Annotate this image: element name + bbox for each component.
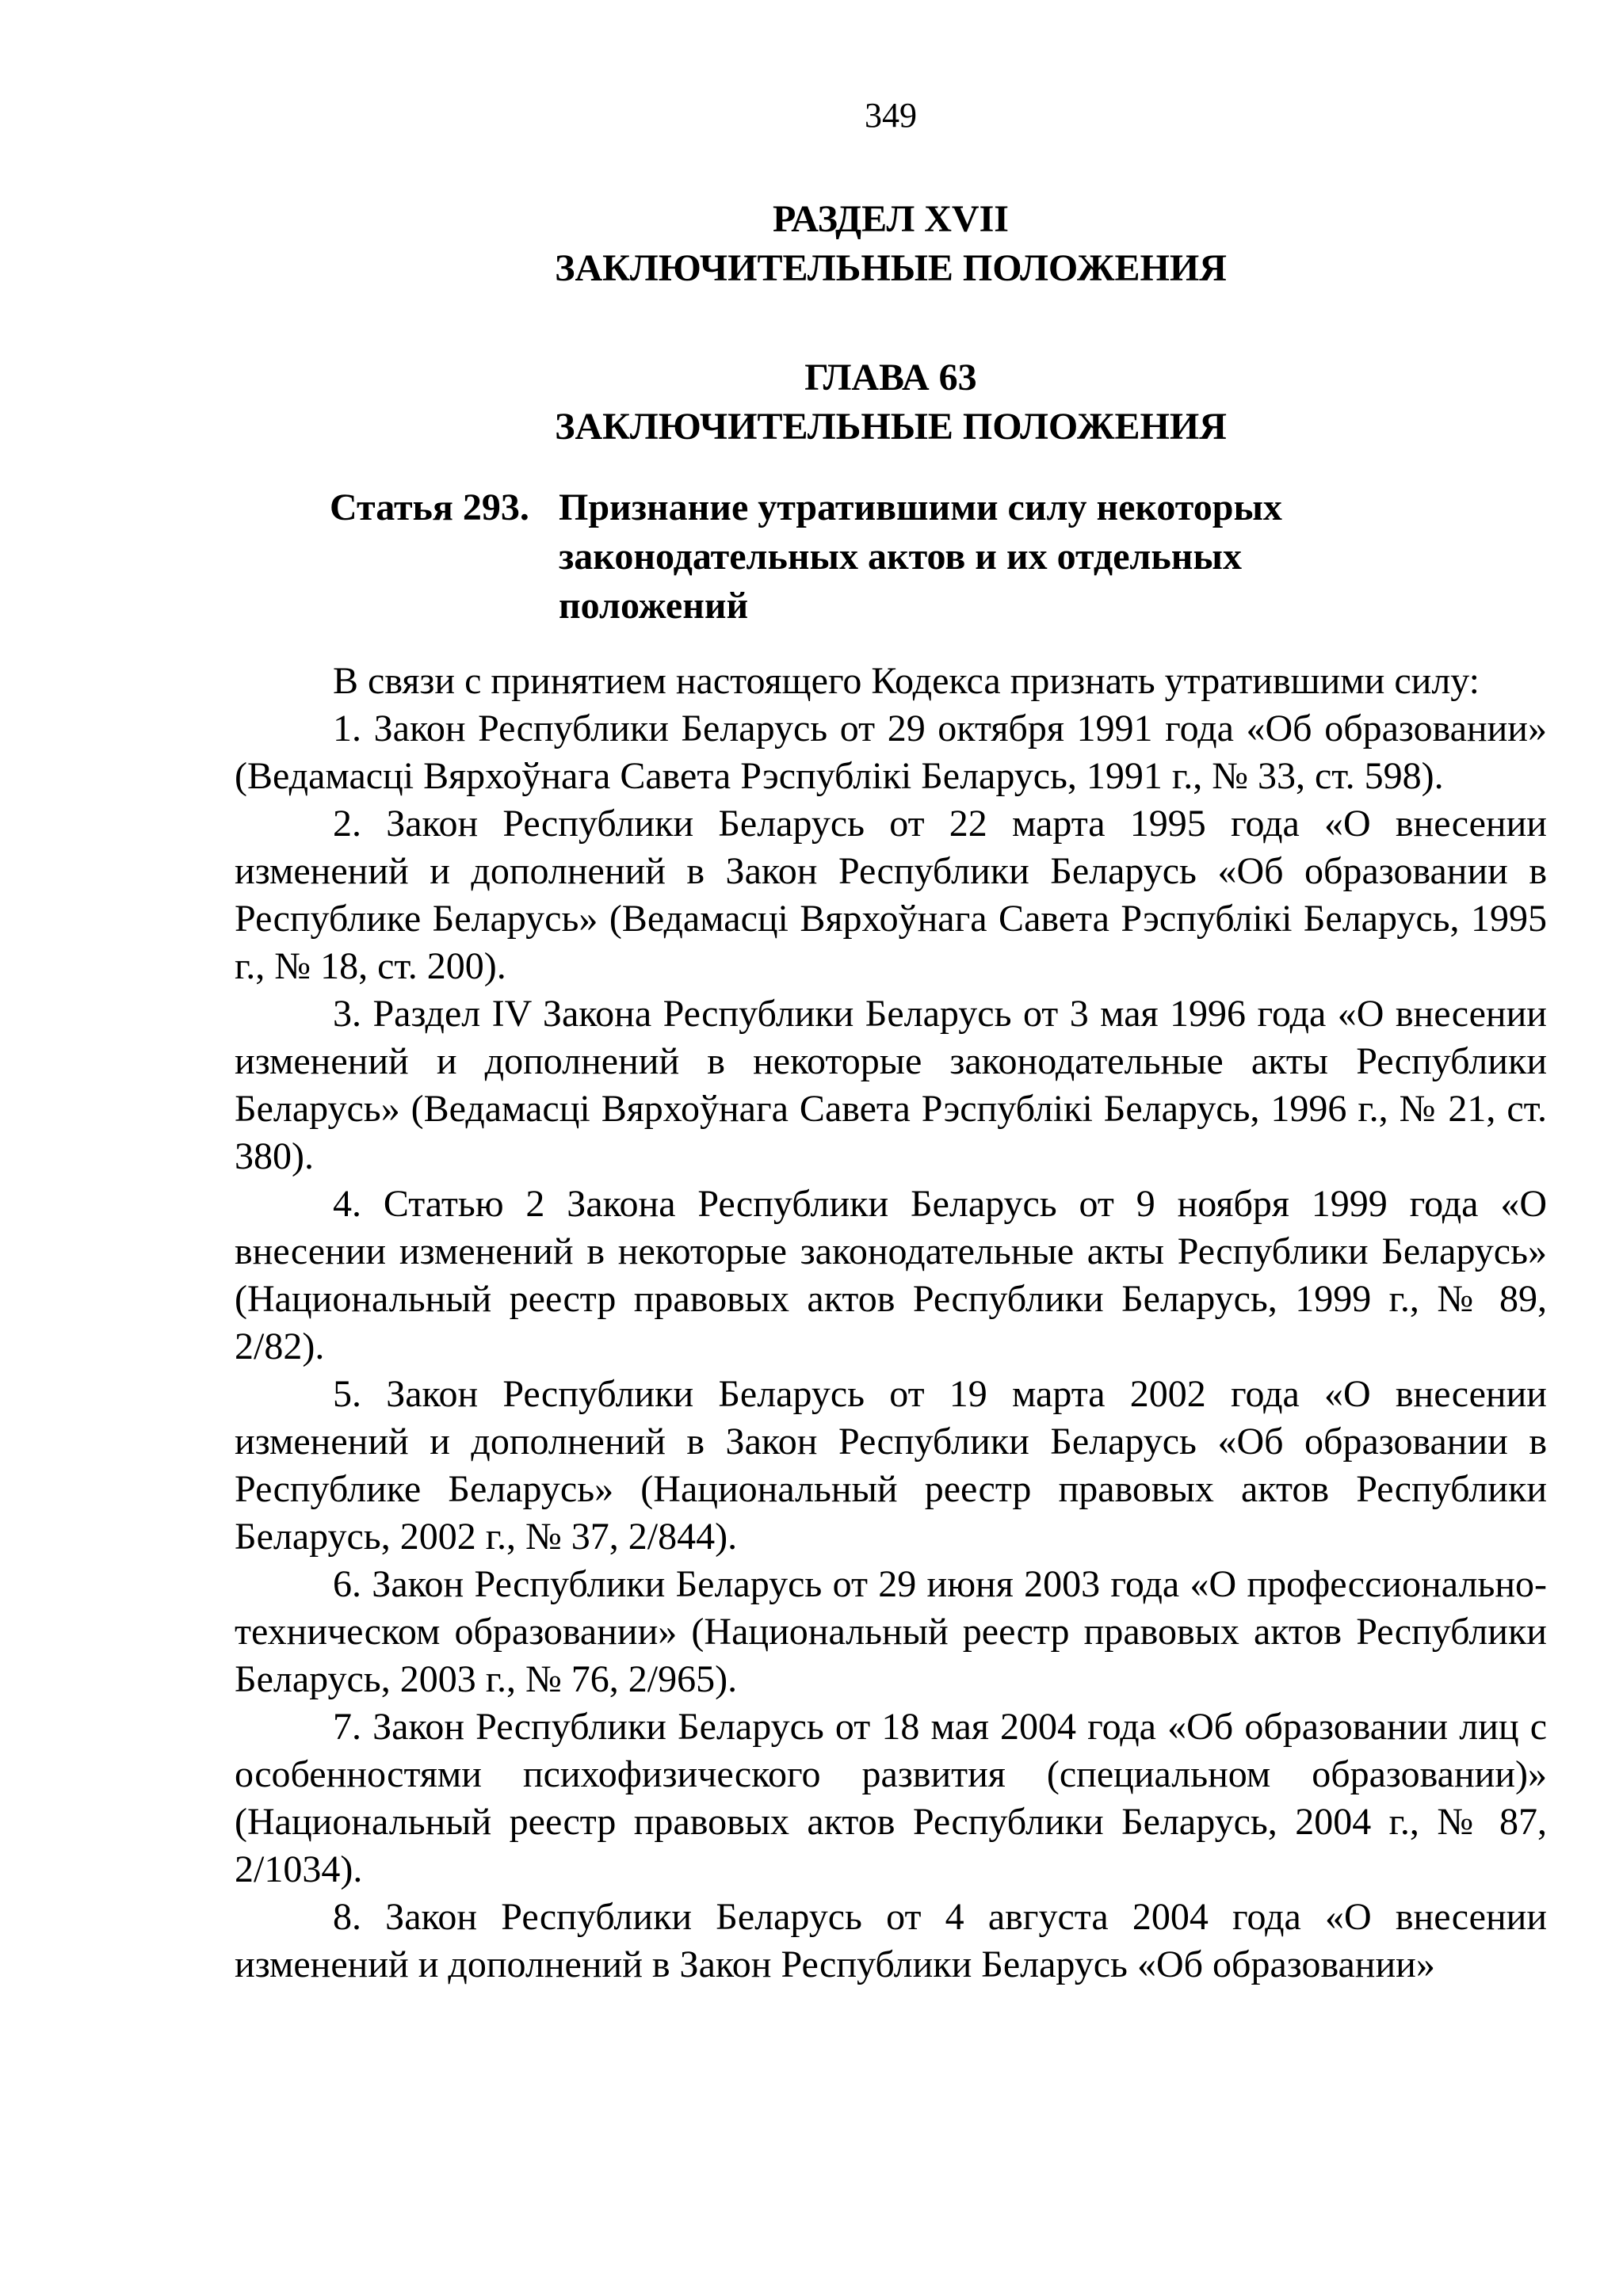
article-body (235, 658, 1547, 1989)
list-item: 7. Закон Республики Беларусь от 18 мая 2004 года «Об образовании лиц с особенностями психофизического развития (специальном образовании)» (Национальный реестр правовых актов Республики Беларусь, 2004 г., № 87, 2/1034). (235, 1706, 1547, 1890)
article-title-line: Признание утратившими силу некоторых (559, 486, 1282, 528)
list-item: 1. Закон Республики Беларусь от 29 октября 1991 года «Об образовании» (Ведамасці Вярхоўнага Савета Рэспублікі Беларусь, 1991 г., № 33, ст. 598). (235, 707, 1547, 797)
article-title (559, 483, 1518, 631)
list-item: 8. Закон Республики Беларусь от 4 августа 2004 года «О внесении изменений и дополнений в Закон Республики Беларусь «Об образовании» (235, 1896, 1547, 1985)
list-item: 6. Закон Республики Беларусь от 29 июня 2003 года «О профессионально-техническом образовании» (Национальный реестр правовых актов Республики Беларусь, 2003 г., № 76, 2/965). (235, 1563, 1547, 1700)
article-title-line: положений (559, 585, 749, 627)
section-title: ЗАКЛЮЧИТЕЛЬНЫЕ ПОЛОЖЕНИЯ (555, 247, 1227, 289)
article-number: Статья 293. (330, 486, 529, 528)
chapter-heading (235, 353, 1547, 452)
list-item: 2. Закон Республики Беларусь от 22 марта 1995 года «О внесении изменений и дополнений в Закон Республики Беларусь «Об образовании в Республике Беларусь» (Ведамасці Вярхоўнага Савета Рэспублікі Беларусь, 1995 г., № 18, ст. 200). (235, 803, 1547, 987)
list-item: 5. Закон Республики Беларусь от 19 марта 2002 года «О внесении изменений и дополнений в Закон Республики Беларусь «Об образовании в Республике Беларусь» (Национальный реестр правовых актов Республики Беларусь, 2002 г., № 37, 2/844). (235, 1373, 1547, 1558)
chapter-label: ГЛАВА 63 (804, 357, 977, 399)
chapter-title: ЗАКЛЮЧИТЕЛЬНЫЕ ПОЛОЖЕНИЯ (555, 406, 1227, 448)
section-heading (235, 195, 1547, 293)
list-item: 3. Раздел IV Закона Республики Беларусь от 3 мая 1996 года «О внесении изменений и дополнений в некоторые законодательные акты Республики Беларусь» (Ведамасці Вярхоўнага Савета Рэспублікі Беларусь, 1996 г., № 21, ст. 380). (235, 993, 1547, 1177)
list-item: 4. Статью 2 Закона Республики Беларусь от 9 ноября 1999 года «О внесении изменений в некоторые законодательные акты Республики Беларусь» (Национальный реестр правовых актов Республики Беларусь, 1999 г., № 89, 2/82). (235, 1183, 1547, 1367)
page-number: 349 (865, 96, 917, 135)
intro-paragraph: В связи с принятием настоящего Кодекса признать утратившими силу: (333, 660, 1480, 702)
section-label: РАЗДЕЛ XVII (773, 198, 1009, 240)
article-heading (330, 483, 1518, 631)
article-title-line: законодательных актов и их отдельных (559, 536, 1242, 578)
